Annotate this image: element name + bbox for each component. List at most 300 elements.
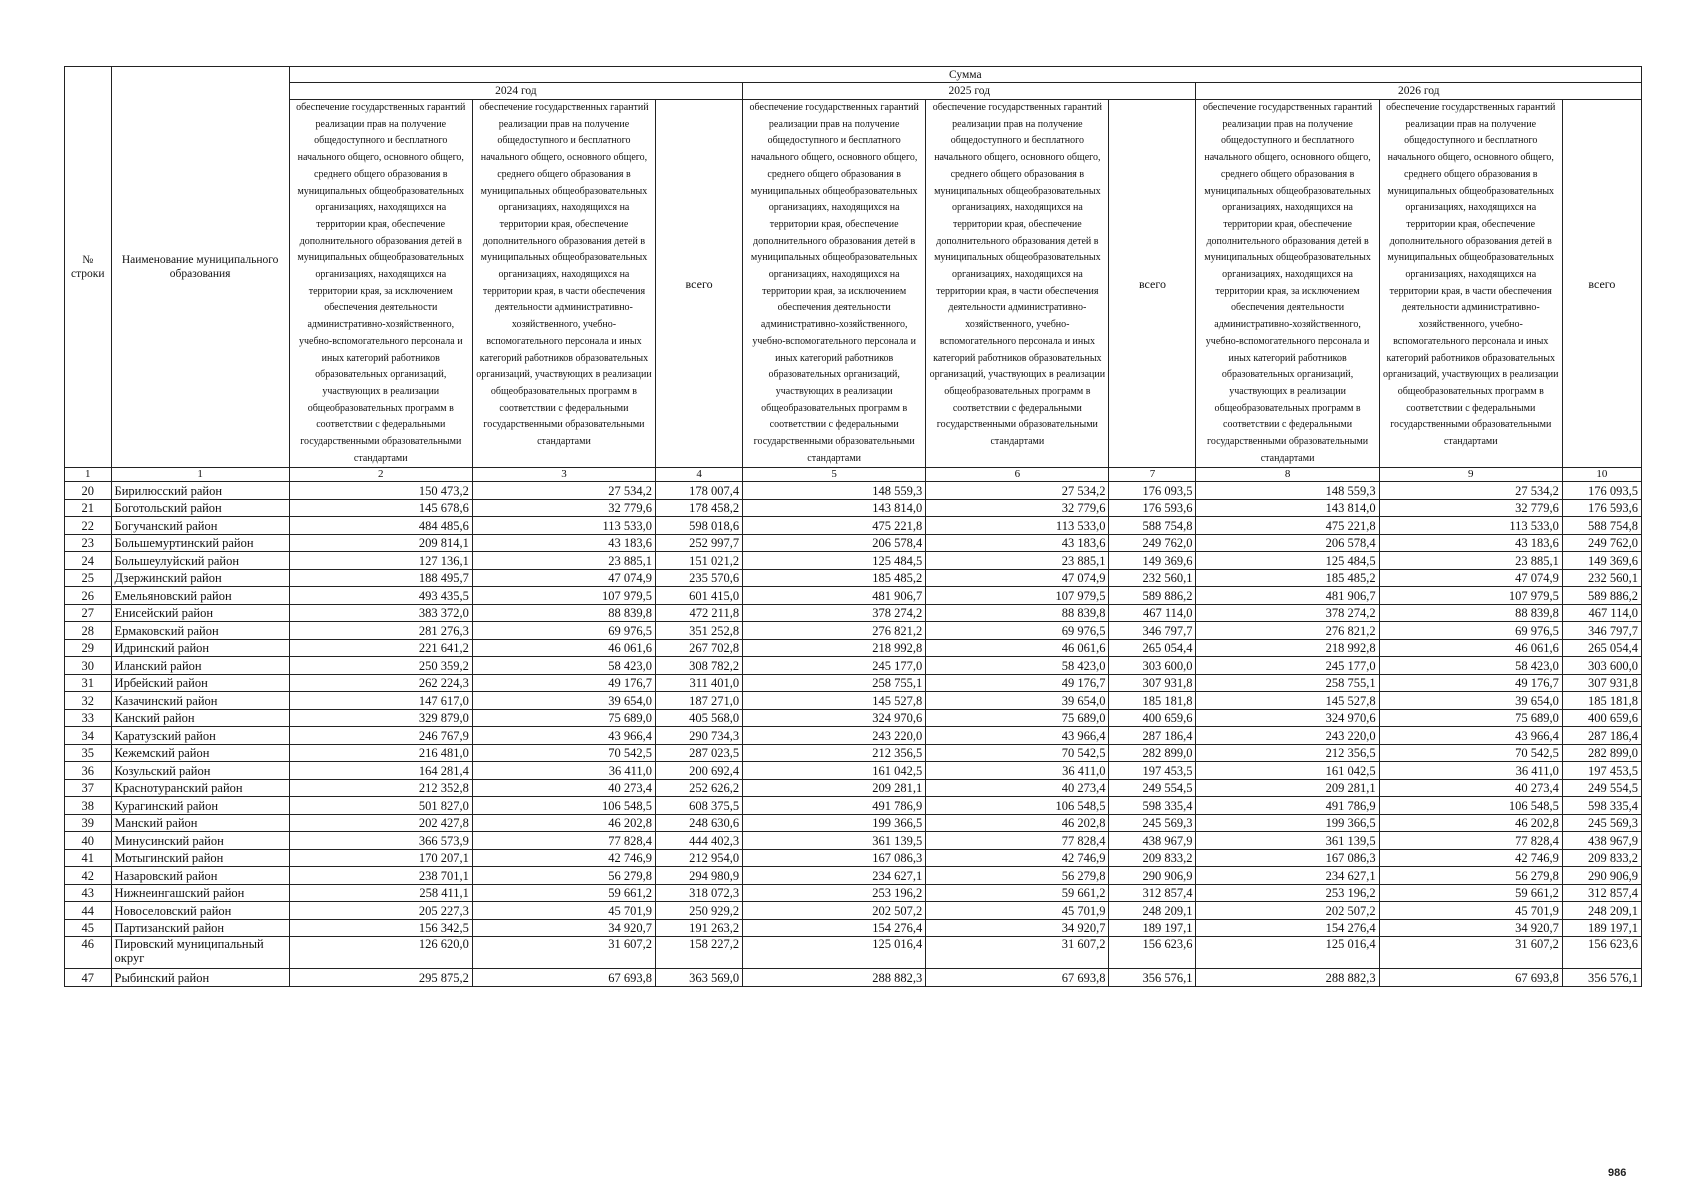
column-number: 6 — [926, 468, 1109, 482]
amount-cell: 107 979,5 — [472, 587, 655, 605]
amount-cell: 164 281,4 — [289, 762, 472, 780]
amount-cell: 188 495,7 — [289, 569, 472, 587]
amount-cell: 475 221,8 — [1196, 517, 1379, 535]
amount-cell: 143 814,0 — [743, 499, 926, 517]
amount-cell: 307 931,8 — [1562, 674, 1641, 692]
row-number: 20 — [65, 482, 112, 500]
amount-cell: 143 814,0 — [1196, 499, 1379, 517]
amount-cell: 258 755,1 — [743, 674, 926, 692]
municipality-name: Ермаковский район — [111, 622, 289, 640]
amount-cell: 43 966,4 — [472, 727, 655, 745]
table-row — [65, 604, 1642, 622]
amount-cell: 212 954,0 — [656, 849, 743, 867]
year-2025-header: 2025 год — [743, 83, 1196, 100]
amount-cell: 253 196,2 — [743, 884, 926, 902]
municipality-name: Пировский муниципальный округ — [111, 937, 289, 969]
amount-cell: 405 568,0 — [656, 709, 743, 727]
column-desc-2026-admin-staff: обеспечение государственных гарантий реализации прав на получение общедоступного и бесплатного начального общего, основного общего, среднего общего образования в муниципальных общеобразовательных организациях, находящихся на территории края, обеспечение дополнительного образования детей в муниципальных общеобразовательных организациях, находящихся на территории края, в части обеспечения деятельности административно-хозяйственного, учебно-вспомогательного персонала и иных категорий работников образовательных организаций, участвующих в реализации общеобразовательных программ в соответствии с федеральными государственными образовательными стандартами — [1379, 100, 1562, 468]
amount-cell: 148 559,3 — [743, 482, 926, 500]
amount-cell: 267 702,8 — [656, 639, 743, 657]
municipality-name: Бирилюсский район — [111, 482, 289, 500]
amount-cell: 294 980,9 — [656, 867, 743, 885]
amount-cell: 202 427,8 — [289, 814, 472, 832]
amount-cell: 88 839,8 — [1379, 604, 1562, 622]
amount-cell: 31 607,2 — [1379, 937, 1562, 969]
amount-cell: 252 997,7 — [656, 534, 743, 552]
amount-cell: 170 207,1 — [289, 849, 472, 867]
row-number: 36 — [65, 762, 112, 780]
amount-cell: 290 734,3 — [656, 727, 743, 745]
amount-cell: 235 570,6 — [656, 569, 743, 587]
row-number: 30 — [65, 657, 112, 675]
amount-cell: 49 176,7 — [472, 674, 655, 692]
amount-cell: 232 560,1 — [1109, 569, 1196, 587]
amount-cell: 27 534,2 — [926, 482, 1109, 500]
amount-cell: 243 220,0 — [1196, 727, 1379, 745]
amount-cell: 145 678,6 — [289, 499, 472, 517]
row-number: 29 — [65, 639, 112, 657]
amount-cell: 282 899,0 — [1109, 744, 1196, 762]
amount-cell: 67 693,8 — [472, 969, 655, 987]
year-2024-header: 2024 год — [289, 83, 742, 100]
amount-cell: 287 023,5 — [656, 744, 743, 762]
amount-cell: 287 186,4 — [1562, 727, 1641, 745]
column-total-2026: всего — [1562, 100, 1641, 468]
row-number: 24 — [65, 552, 112, 570]
amount-cell: 361 139,5 — [743, 832, 926, 850]
amount-cell: 288 882,3 — [1196, 969, 1379, 987]
row-number: 35 — [65, 744, 112, 762]
amount-cell: 589 886,2 — [1562, 587, 1641, 605]
amount-cell: 199 366,5 — [1196, 814, 1379, 832]
municipality-name: Манский район — [111, 814, 289, 832]
column-number: 9 — [1379, 468, 1562, 482]
amount-cell: 176 093,5 — [1109, 482, 1196, 500]
amount-cell: 56 279,8 — [926, 867, 1109, 885]
row-number: 32 — [65, 692, 112, 710]
amount-cell: 125 484,5 — [1196, 552, 1379, 570]
amount-cell: 39 654,0 — [1379, 692, 1562, 710]
amount-cell: 161 042,5 — [743, 762, 926, 780]
amount-cell: 189 197,1 — [1562, 919, 1641, 937]
table-body — [65, 482, 1642, 987]
amount-cell: 77 828,4 — [926, 832, 1109, 850]
amount-cell: 75 689,0 — [1379, 709, 1562, 727]
amount-cell: 438 967,9 — [1109, 832, 1196, 850]
amount-cell: 258 755,1 — [1196, 674, 1379, 692]
row-number: 25 — [65, 569, 112, 587]
municipality-name: Дзержинский район — [111, 569, 289, 587]
amount-cell: 46 202,8 — [1379, 814, 1562, 832]
column-desc-2026-excluding-admin: обеспечение государственных гарантий реализации прав на получение общедоступного и бесплатного начального общего, основного общего, среднего общего образования в муниципальных общеобразовательных организациях, находящихся на территории края, обеспечение дополнительного образования детей в муниципальных общеобразовательных организациях, находящихся на территории края, за исключением обеспечения деятельности административно-хозяйственного, учебно-вспомогательного персонала и иных категорий работников образовательных организаций, участвующих в реализации общеобразовательных программ в соответствии с федеральными государственными образовательными стандартами — [1196, 100, 1379, 468]
amount-cell: 67 693,8 — [926, 969, 1109, 987]
municipality-name: Кежемский район — [111, 744, 289, 762]
amount-cell: 42 746,9 — [472, 849, 655, 867]
amount-cell: 39 654,0 — [472, 692, 655, 710]
table-row — [65, 797, 1642, 815]
table-row — [65, 517, 1642, 535]
amount-cell: 221 641,2 — [289, 639, 472, 657]
amount-cell: 351 252,8 — [656, 622, 743, 640]
row-number: 23 — [65, 534, 112, 552]
amount-cell: 252 626,2 — [656, 779, 743, 797]
row-number: 47 — [65, 969, 112, 987]
row-number: 41 — [65, 849, 112, 867]
amount-cell: 32 779,6 — [1379, 499, 1562, 517]
amount-cell: 40 273,4 — [926, 779, 1109, 797]
amount-cell: 467 114,0 — [1562, 604, 1641, 622]
row-number: 33 — [65, 709, 112, 727]
table-row — [65, 744, 1642, 762]
table-row — [65, 692, 1642, 710]
amount-cell: 248 209,1 — [1562, 902, 1641, 920]
table-row — [65, 622, 1642, 640]
row-number: 34 — [65, 727, 112, 745]
amount-cell: 154 276,4 — [1196, 919, 1379, 937]
column-total-2024: всего — [656, 100, 743, 468]
amount-cell: 346 797,7 — [1109, 622, 1196, 640]
amount-cell: 70 542,5 — [926, 744, 1109, 762]
column-total-2025: всего — [1109, 100, 1196, 468]
table-row — [65, 884, 1642, 902]
amount-cell: 34 920,7 — [1379, 919, 1562, 937]
amount-cell: 290 906,9 — [1109, 867, 1196, 885]
table-row — [65, 587, 1642, 605]
amount-cell: 151 021,2 — [656, 552, 743, 570]
amount-cell: 88 839,8 — [472, 604, 655, 622]
table-row — [65, 919, 1642, 937]
table-row — [65, 482, 1642, 500]
amount-cell: 303 600,0 — [1562, 657, 1641, 675]
amount-cell: 378 274,2 — [1196, 604, 1379, 622]
amount-cell: 601 415,0 — [656, 587, 743, 605]
amount-cell: 187 271,0 — [656, 692, 743, 710]
amount-cell: 276 821,2 — [1196, 622, 1379, 640]
row-number: 44 — [65, 902, 112, 920]
municipality-name: Ирбейский район — [111, 674, 289, 692]
amount-cell: 287 186,4 — [1109, 727, 1196, 745]
amount-cell: 250 929,2 — [656, 902, 743, 920]
amount-cell: 185 181,8 — [1109, 692, 1196, 710]
amount-cell: 125 016,4 — [743, 937, 926, 969]
amount-cell: 245 177,0 — [1196, 657, 1379, 675]
amount-cell: 77 828,4 — [1379, 832, 1562, 850]
amount-cell: 23 885,1 — [1379, 552, 1562, 570]
table-row — [65, 657, 1642, 675]
amount-cell: 125 484,5 — [743, 552, 926, 570]
amount-cell: 249 762,0 — [1109, 534, 1196, 552]
amount-cell: 438 967,9 — [1562, 832, 1641, 850]
table-row — [65, 779, 1642, 797]
amount-cell: 56 279,8 — [1379, 867, 1562, 885]
amount-cell: 58 423,0 — [472, 657, 655, 675]
municipality-name: Мотыгинский район — [111, 849, 289, 867]
table-row — [65, 849, 1642, 867]
amount-cell: 202 507,2 — [743, 902, 926, 920]
amount-cell: 145 527,8 — [743, 692, 926, 710]
amount-cell: 588 754,8 — [1109, 517, 1196, 535]
amount-cell: 149 369,6 — [1109, 552, 1196, 570]
amount-cell: 366 573,9 — [289, 832, 472, 850]
row-number: 26 — [65, 587, 112, 605]
amount-cell: 156 623,6 — [1109, 937, 1196, 969]
amount-cell: 47 074,9 — [926, 569, 1109, 587]
amount-cell: 31 607,2 — [472, 937, 655, 969]
amount-cell: 59 661,2 — [926, 884, 1109, 902]
amount-cell: 75 689,0 — [926, 709, 1109, 727]
amount-cell: 245 569,3 — [1562, 814, 1641, 832]
column-number: 1 — [111, 468, 289, 482]
amount-cell: 46 202,8 — [472, 814, 655, 832]
municipality-name: Канский район — [111, 709, 289, 727]
column-desc-2024-admin-staff: обеспечение государственных гарантий реализации прав на получение общедоступного и бесплатного начального общего, основного общего, среднего общего образования в муниципальных общеобразовательных организациях, находящихся на территории края, обеспечение дополнительного образования детей в муниципальных общеобразовательных организациях, находящихся на территории края, в части обеспечения деятельности административно-хозяйственного, учебно-вспомогательного персонала и иных категорий работников образовательных организаций, участвующих в реализации общеобразовательных программ в соответствии с федеральными государственными образовательными стандартами — [472, 100, 655, 468]
amount-cell: 249 762,0 — [1562, 534, 1641, 552]
amount-cell: 156 342,5 — [289, 919, 472, 937]
amount-cell: 608 375,5 — [656, 797, 743, 815]
amount-cell: 47 074,9 — [1379, 569, 1562, 587]
amount-cell: 70 542,5 — [472, 744, 655, 762]
amount-cell: 234 627,1 — [743, 867, 926, 885]
column-desc-2025-excluding-admin: обеспечение государственных гарантий реализации прав на получение общедоступного и бесплатного начального общего, основного общего, среднего общего образования в муниципальных общеобразовательных организациях, находящихся на территории края, обеспечение дополнительного образования детей в муниципальных общеобразовательных организациях, находящихся на территории края, за исключением обеспечения деятельности административно-хозяйственного, учебно-вспомогательного персонала и иных категорий работников образовательных организаций, участвующих в реализации общеобразовательных программ в соответствии с федеральными государственными образовательными стандартами — [743, 100, 926, 468]
amount-cell: 113 533,0 — [1379, 517, 1562, 535]
amount-cell: 308 782,2 — [656, 657, 743, 675]
row-number: 46 — [65, 937, 112, 969]
amount-cell: 246 767,9 — [289, 727, 472, 745]
amount-cell: 400 659,6 — [1562, 709, 1641, 727]
amount-cell: 32 779,6 — [472, 499, 655, 517]
amount-cell: 36 411,0 — [926, 762, 1109, 780]
table-row — [65, 674, 1642, 692]
row-number: 42 — [65, 867, 112, 885]
amount-cell: 238 701,1 — [289, 867, 472, 885]
amount-cell: 58 423,0 — [1379, 657, 1562, 675]
row-number: 21 — [65, 499, 112, 517]
amount-cell: 176 593,6 — [1562, 499, 1641, 517]
amount-cell: 234 627,1 — [1196, 867, 1379, 885]
municipality-name: Партизанский район — [111, 919, 289, 937]
column-number: 7 — [1109, 468, 1196, 482]
amount-cell: 243 220,0 — [743, 727, 926, 745]
municipality-name: Нижнеингашский район — [111, 884, 289, 902]
amount-cell: 318 072,3 — [656, 884, 743, 902]
amount-cell: 185 181,8 — [1562, 692, 1641, 710]
amount-cell: 200 692,4 — [656, 762, 743, 780]
amount-cell: 245 177,0 — [743, 657, 926, 675]
amount-cell: 209 814,1 — [289, 534, 472, 552]
amount-cell: 199 366,5 — [743, 814, 926, 832]
municipality-name: Большемуртинский район — [111, 534, 289, 552]
amount-cell: 290 906,9 — [1562, 867, 1641, 885]
amount-cell: 356 576,1 — [1109, 969, 1196, 987]
amount-cell: 197 453,5 — [1109, 762, 1196, 780]
amount-cell: 467 114,0 — [1109, 604, 1196, 622]
amount-cell: 205 227,3 — [289, 902, 472, 920]
amount-cell: 202 507,2 — [1196, 902, 1379, 920]
amount-cell: 312 857,4 — [1109, 884, 1196, 902]
amount-cell: 42 746,9 — [1379, 849, 1562, 867]
column-number: 3 — [472, 468, 655, 482]
amount-cell: 88 839,8 — [926, 604, 1109, 622]
sum-header: Сумма — [289, 67, 1641, 83]
municipality-name: Идринский район — [111, 639, 289, 657]
amount-cell: 156 623,6 — [1562, 937, 1641, 969]
amount-cell: 113 533,0 — [926, 517, 1109, 535]
amount-cell: 276 821,2 — [743, 622, 926, 640]
amount-cell: 150 473,2 — [289, 482, 472, 500]
municipality-name: Богучанский район — [111, 517, 289, 535]
amount-cell: 45 701,9 — [1379, 902, 1562, 920]
municipality-name: Боготольский район — [111, 499, 289, 517]
row-number: 40 — [65, 832, 112, 850]
table-row — [65, 552, 1642, 570]
municipality-name: Краснотуранский район — [111, 779, 289, 797]
amount-cell: 312 857,4 — [1562, 884, 1641, 902]
amount-cell: 212 356,5 — [1196, 744, 1379, 762]
amount-cell: 46 061,6 — [1379, 639, 1562, 657]
amount-cell: 69 976,5 — [472, 622, 655, 640]
municipality-name: Курагинский район — [111, 797, 289, 815]
amount-cell: 363 569,0 — [656, 969, 743, 987]
table-row — [65, 969, 1642, 987]
amount-cell: 154 276,4 — [743, 919, 926, 937]
table-row — [65, 639, 1642, 657]
amount-cell: 206 578,4 — [1196, 534, 1379, 552]
amount-cell: 167 086,3 — [1196, 849, 1379, 867]
municipality-name: Казачинский район — [111, 692, 289, 710]
amount-cell: 46 061,6 — [472, 639, 655, 657]
amount-cell: 36 411,0 — [472, 762, 655, 780]
amount-cell: 589 886,2 — [1109, 587, 1196, 605]
amount-cell: 40 273,4 — [1379, 779, 1562, 797]
amount-cell: 400 659,6 — [1109, 709, 1196, 727]
table-row — [65, 534, 1642, 552]
amount-cell: 106 548,5 — [472, 797, 655, 815]
amount-cell: 147 617,0 — [289, 692, 472, 710]
amount-cell: 324 970,6 — [1196, 709, 1379, 727]
amount-cell: 356 576,1 — [1562, 969, 1641, 987]
amount-cell: 491 786,9 — [1196, 797, 1379, 815]
amount-cell: 178 007,4 — [656, 482, 743, 500]
municipality-name: Каратузский район — [111, 727, 289, 745]
amount-cell: 598 335,4 — [1109, 797, 1196, 815]
municipality-name: Большеулуйский район — [111, 552, 289, 570]
amount-cell: 47 074,9 — [472, 569, 655, 587]
amount-cell: 42 746,9 — [926, 849, 1109, 867]
table-row — [65, 499, 1642, 517]
amount-cell: 329 879,0 — [289, 709, 472, 727]
amount-cell: 232 560,1 — [1562, 569, 1641, 587]
row-number: 45 — [65, 919, 112, 937]
municipality-name: Емельяновский район — [111, 587, 289, 605]
row-number: 27 — [65, 604, 112, 622]
column-number: 5 — [743, 468, 926, 482]
amount-cell: 107 979,5 — [926, 587, 1109, 605]
column-number: 10 — [1562, 468, 1641, 482]
municipality-name: Рыбинский район — [111, 969, 289, 987]
municipality-name-header: Наименование муниципального образования — [111, 67, 289, 468]
amount-cell: 126 620,0 — [289, 937, 472, 969]
column-number: 1 — [65, 468, 112, 482]
amount-cell: 46 202,8 — [926, 814, 1109, 832]
amount-cell: 262 224,3 — [289, 674, 472, 692]
column-desc-2024-excluding-admin: обеспечение государственных гарантий реализации прав на получение общедоступного и бесплатного начального общего, основного общего, среднего общего образования в муниципальных общеобразовательных организациях, находящихся на территории края, обеспечение дополнительного образования детей в муниципальных общеобразовательных организациях, находящихся на территории края, за исключением обеспечения деятельности административно-хозяйственного, учебно-вспомогательного персонала и иных категорий работников образовательных организаций, участвующих в реализации общеобразовательных программ в соответствии с федеральными государственными образовательными стандартами — [289, 100, 472, 468]
amount-cell: 107 979,5 — [1379, 587, 1562, 605]
amount-cell: 249 554,5 — [1109, 779, 1196, 797]
amount-cell: 77 828,4 — [472, 832, 655, 850]
amount-cell: 189 197,1 — [1109, 919, 1196, 937]
amount-cell: 176 093,5 — [1562, 482, 1641, 500]
amount-cell: 250 359,2 — [289, 657, 472, 675]
amount-cell: 197 453,5 — [1562, 762, 1641, 780]
amount-cell: 484 485,6 — [289, 517, 472, 535]
amount-cell: 69 976,5 — [926, 622, 1109, 640]
amount-cell: 383 372,0 — [289, 604, 472, 622]
table-row — [65, 727, 1642, 745]
amount-cell: 36 411,0 — [1379, 762, 1562, 780]
amount-cell: 145 527,8 — [1196, 692, 1379, 710]
row-number: 22 — [65, 517, 112, 535]
amount-cell: 209 281,1 — [743, 779, 926, 797]
amount-cell: 23 885,1 — [926, 552, 1109, 570]
amount-cell: 444 402,3 — [656, 832, 743, 850]
amount-cell: 288 882,3 — [743, 969, 926, 987]
municipality-name: Иланский район — [111, 657, 289, 675]
municipality-name: Новоселовский район — [111, 902, 289, 920]
amount-cell: 491 786,9 — [743, 797, 926, 815]
amount-cell: 58 423,0 — [926, 657, 1109, 675]
municipality-name: Енисейский район — [111, 604, 289, 622]
amount-cell: 185 485,2 — [743, 569, 926, 587]
amount-cell: 265 054,4 — [1109, 639, 1196, 657]
amount-cell: 27 534,2 — [472, 482, 655, 500]
table-row — [65, 867, 1642, 885]
amount-cell: 209 833,2 — [1562, 849, 1641, 867]
amount-cell: 378 274,2 — [743, 604, 926, 622]
amount-cell: 32 779,6 — [926, 499, 1109, 517]
amount-cell: 282 899,0 — [1562, 744, 1641, 762]
amount-cell: 346 797,7 — [1562, 622, 1641, 640]
amount-cell: 43 183,6 — [472, 534, 655, 552]
amount-cell: 248 209,1 — [1109, 902, 1196, 920]
amount-cell: 34 920,7 — [472, 919, 655, 937]
amount-cell: 176 593,6 — [1109, 499, 1196, 517]
column-number-row — [65, 468, 1642, 482]
amount-cell: 245 569,3 — [1109, 814, 1196, 832]
amount-cell: 149 369,6 — [1562, 552, 1641, 570]
amount-cell: 158 227,2 — [656, 937, 743, 969]
amount-cell: 31 607,2 — [926, 937, 1109, 969]
amount-cell: 472 211,8 — [656, 604, 743, 622]
amount-cell: 475 221,8 — [743, 517, 926, 535]
amount-cell: 178 458,2 — [656, 499, 743, 517]
amount-cell: 106 548,5 — [926, 797, 1109, 815]
municipality-name: Козульский район — [111, 762, 289, 780]
amount-cell: 43 966,4 — [926, 727, 1109, 745]
year-2026-header: 2026 год — [1196, 83, 1642, 100]
amount-cell: 40 273,4 — [472, 779, 655, 797]
row-number: 39 — [65, 814, 112, 832]
municipality-name: Назаровский район — [111, 867, 289, 885]
amount-cell: 295 875,2 — [289, 969, 472, 987]
amount-cell: 481 906,7 — [1196, 587, 1379, 605]
municipality-name: Минусинский район — [111, 832, 289, 850]
amount-cell: 43 183,6 — [926, 534, 1109, 552]
amount-cell: 49 176,7 — [926, 674, 1109, 692]
amount-cell: 27 534,2 — [1379, 482, 1562, 500]
amount-cell: 303 600,0 — [1109, 657, 1196, 675]
amount-cell: 185 485,2 — [1196, 569, 1379, 587]
amount-cell: 493 435,5 — [289, 587, 472, 605]
